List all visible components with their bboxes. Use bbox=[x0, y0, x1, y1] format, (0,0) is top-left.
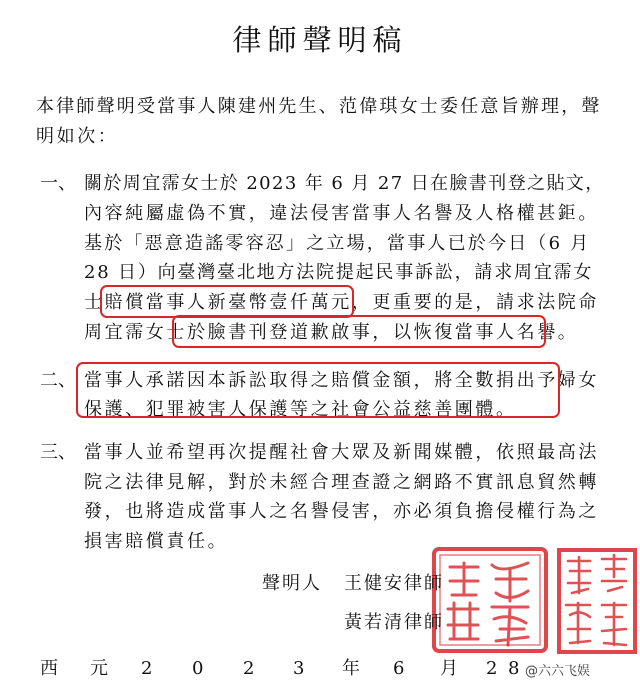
intro-line-2: 明如次： bbox=[36, 126, 119, 147]
watermark: @六六飞娱 bbox=[522, 659, 593, 680]
date-char-1: 西 bbox=[40, 658, 58, 679]
seal-stamp-huang bbox=[556, 547, 638, 655]
date-char-4: 0 bbox=[192, 658, 204, 679]
lawyer-wang-name: 王健安律師 bbox=[344, 573, 444, 594]
date-char-6: 3 bbox=[293, 658, 305, 679]
date-char-3: 2 bbox=[141, 658, 153, 679]
section-3-number: 三、 bbox=[40, 442, 76, 463]
date-char-10: 2 bbox=[486, 658, 498, 679]
section-2-line-1: 當事人承諾因本訴訟取得之賠償金額，將全數捐出予婦女 bbox=[84, 370, 599, 391]
date-char-2: 元 bbox=[90, 658, 108, 679]
section-3-line-3: 發，也將造成當事人之名譽侵害，亦必須負擔侵權行為之 bbox=[84, 501, 599, 522]
intro-line-1: 本律師聲明受當事人陳建州先生、范偉琪女士委任意旨辦理，聲 bbox=[36, 96, 602, 117]
section-1-line-3: 基於「惡意造謠零容忍」之立場，當事人已於今日（6 月 bbox=[84, 233, 591, 254]
date-char-7: 年 bbox=[342, 658, 360, 679]
section-2-number: 二、 bbox=[40, 370, 76, 391]
section-3-line-4: 損害賠償責任。 bbox=[84, 531, 229, 552]
lawyer-huang-name: 黃若清律師 bbox=[344, 612, 444, 633]
section-2-line-2: 保護、犯罪被害人保護等之社會公益慈善團體。 bbox=[84, 399, 517, 420]
date-char-8: 6 bbox=[393, 658, 405, 679]
highlight-box-apology bbox=[172, 315, 546, 348]
date-char-9: 月 bbox=[440, 658, 458, 679]
section-3-line-1: 當事人並希望再次提醒社會大眾及新聞媒體，依照最高法 bbox=[84, 442, 599, 463]
section-3-line-2: 院之法律見解，對於未經合理查證之網路不實訊息貿然轉 bbox=[84, 472, 599, 493]
section-1-line-4: 28 日）向臺灣臺北地方法院提起民事訴訟，請求周宜霈女 bbox=[84, 262, 594, 283]
document-title: 律師聲明稿 bbox=[232, 23, 408, 57]
section-1-line-2: 內容純屬虛偽不實，違法侵害當事人名譽及人格權甚鉅。 bbox=[84, 203, 599, 224]
highlight-box-compensation bbox=[100, 285, 354, 318]
highlight-box-donation bbox=[76, 362, 560, 418]
date-char-11: 8 bbox=[508, 658, 520, 679]
section-1-number: 一、 bbox=[40, 173, 76, 194]
section-1-line-5: 士賠償當事人新臺幣壹仟萬元，更重要的是，請求法院命 bbox=[84, 292, 599, 313]
section-1-line-1: 關於周宜霈女士於 2023 年 6 月 27 日在臉書刊登之貼文， bbox=[84, 173, 605, 194]
section-1-line-6: 周宜霈女士於臉書刊登道歉啟事，以恢復當事人名譽。 bbox=[84, 322, 579, 343]
seal-stamp-wang bbox=[430, 545, 550, 655]
date-char-5: 2 bbox=[243, 658, 255, 679]
declarant-label: 聲明人 bbox=[262, 573, 322, 594]
